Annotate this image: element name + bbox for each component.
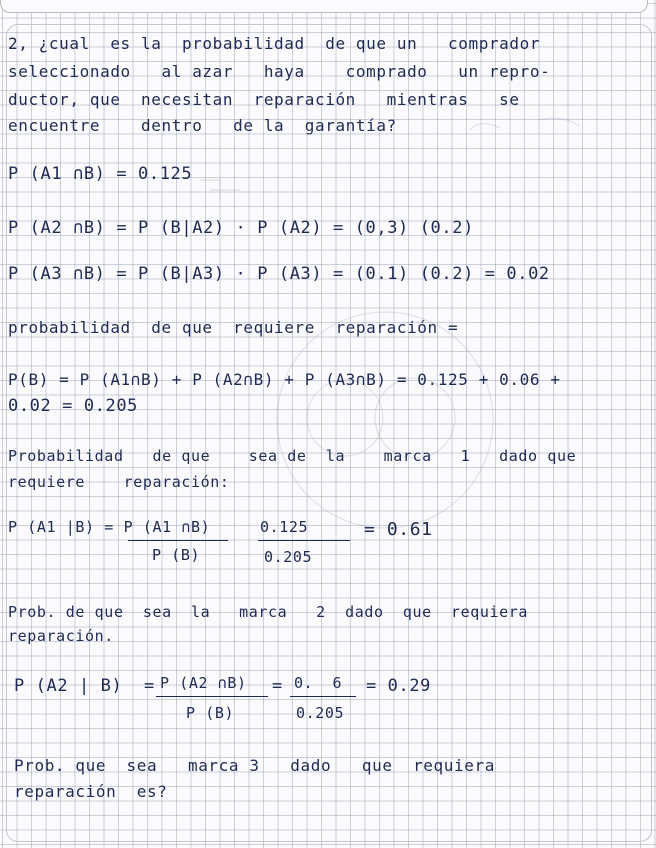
brand2-result: = 0.29 [366,676,432,696]
brand1-fraction-bar [128,540,228,541]
brand2-fraction-numerator: P (A2 ∩B) [160,674,247,692]
brand3-text-line-1: Prob. que sea marca 3 dado que requiera [14,756,495,775]
question-line-4: encuentre dentro de la garantía? [8,116,397,135]
total-probability-line-1: P(B) = P (A1∩B) + P (A2∩B) + P (A3∩B) = 0.125 + 0.06 + [8,370,561,389]
question-line-1: 2, ¿cual es la probabilidad de que un comprador [8,34,541,53]
question-line-3: ductor, que necesitan reparación mientras se [8,90,520,109]
brand1-text-line-2: requiere reparación: [8,473,230,491]
brand2-equals: = [272,676,283,696]
brand2-value-denominator: 0.205 [296,704,345,722]
brand2-value-bar [290,696,356,697]
previous-sheet-edge [0,0,648,13]
repair-probability-label: probabilidad de que requiere reparación = [8,318,459,337]
brand2-lhs: P (A2 | B) = [14,676,155,696]
question-line-2: seleccionado al azar haya comprado un repro- [8,62,551,81]
brand2-value-numerator: 0. 6 [294,674,343,692]
equation-p-a1-and-b: P (A1 ∩B) = 0.125 [8,164,193,184]
brand1-fraction-denominator: P (B) [152,546,201,564]
total-probability-line-2: 0.02 = 0.205 [8,396,139,416]
equation-p-a3-and-b: P (A3 ∩B) = P (B|A3) · P (A3) = (0.1) (0.2) = 0.02 [8,264,550,284]
brand1-value-denominator: 0.205 [264,548,313,566]
brand2-text-line-2: reparación. [8,627,114,645]
brand1-text-line-1: Probabilidad de que sea de la marca 1 dado que [8,447,577,465]
brand1-value-bar [258,540,350,541]
brand1-value-numerator: 0.125 [260,518,309,536]
brand1-fraction-numerator: P (A1 |B) = P (A1 ∩B) [8,518,211,536]
brand2-text-line-1: Prob. de que sea la marca 2 dado que requiera [8,603,529,621]
brand2-fraction-denominator: P (B) [186,704,235,722]
brand3-text-line-2: reparación es? [14,782,168,801]
brand1-result: = 0.61 [364,519,433,540]
equation-p-a2-and-b: P (A2 ∩B) = P (B|A2) · P (A2) = (0,3) (0.2) [8,218,474,238]
brand2-fraction-bar [156,696,268,697]
